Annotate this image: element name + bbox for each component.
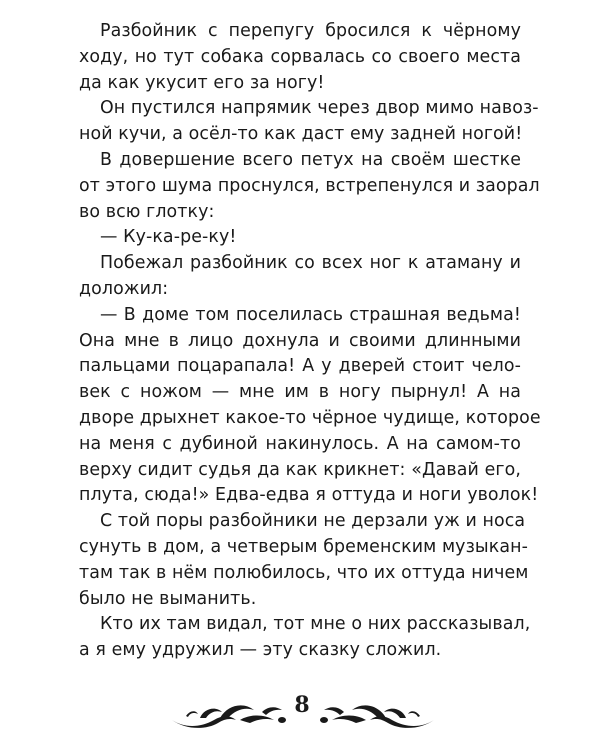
text-line: сунуть в дом, а четверым бременским музыкан- bbox=[79, 536, 528, 557]
paragraph bbox=[79, 148, 540, 225]
paragraph bbox=[79, 96, 539, 148]
text-line: пальцами поцарапала! А у дверей стоит чело- bbox=[79, 356, 521, 377]
text-line: на меня с дубиной накинулось. А на самом-то bbox=[79, 433, 521, 454]
flourish-ornament-icon bbox=[318, 698, 436, 730]
text-line: от этого шума проснулся, встрепенулся и заорал bbox=[79, 175, 540, 196]
text-line: Кто их там видал, тот мне о них рассказывал, bbox=[100, 614, 531, 635]
text-line: плута, сюда!» Едва-едва я оттуда и ноги уволок! bbox=[79, 485, 539, 506]
paragraph bbox=[79, 251, 521, 303]
text-line: ной кучи, а осёл-то как даст ему задней ногой! bbox=[79, 124, 523, 145]
page-number: 8 bbox=[294, 692, 310, 718]
text-line: а я ему удружил — эту сказку сложил. bbox=[79, 640, 442, 661]
text-line: доложил: bbox=[79, 278, 169, 299]
paragraph bbox=[79, 303, 541, 509]
text-line: там так в нём полюбилось, что их оттуда ничем bbox=[79, 562, 529, 583]
text-line: — В доме том поселилась страшная ведьма! bbox=[100, 304, 521, 325]
paragraph bbox=[79, 612, 531, 664]
flourish-ornament-icon bbox=[170, 698, 288, 730]
text-line: дворе дрыхнет какое-то чёрное чудище, которое bbox=[79, 407, 541, 428]
page-footer bbox=[0, 690, 600, 740]
text-line: Разбойник с перепугу бросился к чёрному bbox=[100, 21, 521, 41]
paragraph bbox=[79, 225, 521, 251]
text-line: да как укусит его за ногу! bbox=[79, 72, 325, 93]
text-line: — Ку-ка-ре-ку! bbox=[100, 227, 237, 248]
text-line: Он пустился напрямик через двор мимо навоз- bbox=[100, 98, 539, 119]
text-line: во всю глотку: bbox=[79, 201, 215, 222]
paragraph bbox=[79, 19, 521, 96]
text-line: верху сидит судья да как крикнет: «Давай его, bbox=[79, 459, 521, 480]
text-line: Она мне в лицо дохнула и своими длинными bbox=[79, 330, 521, 351]
text-line: ходу, но тут собака сорвалась со своего места bbox=[79, 46, 521, 67]
text-line: век с ножом — мне им в ногу пырнул! А на bbox=[79, 382, 521, 403]
paragraph bbox=[79, 509, 529, 612]
text-line: было не выманить. bbox=[79, 588, 257, 609]
text-line: Побежал разбойник со всех ног к атаману и bbox=[100, 253, 521, 274]
text-line: В довершение всего петух на своём шестке bbox=[100, 149, 521, 170]
text-line: С той поры разбойники не дерзали уж и носа bbox=[100, 511, 526, 532]
page-body-text bbox=[79, 19, 541, 664]
